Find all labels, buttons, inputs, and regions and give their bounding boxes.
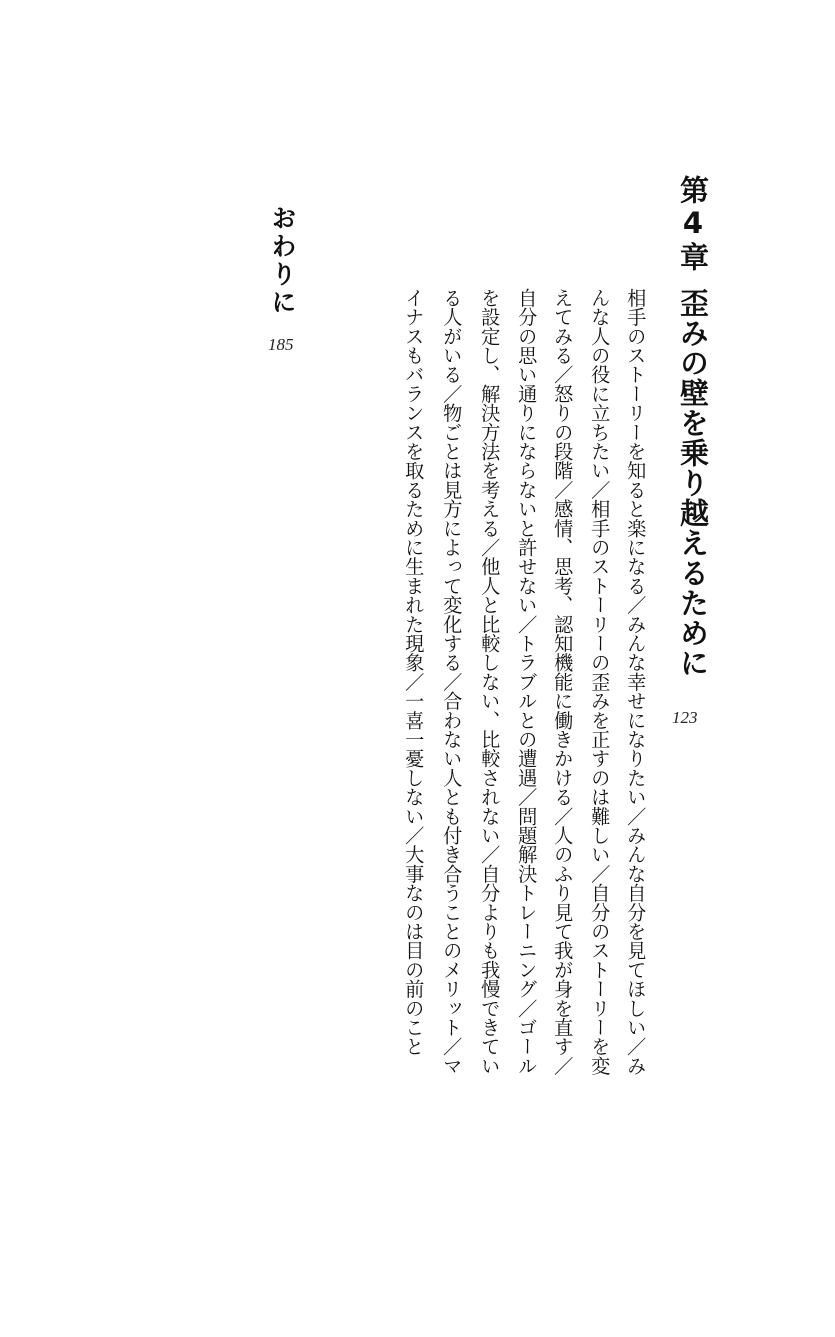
chapter-topic-line-3: えてみる／怒りの段階／感情、思考、認知機能に働きかける／人のふり見て我が身を直す／ xyxy=(551,288,575,1076)
chapter-topic-line-1: 相手のストーリーを知ると楽になる／みんな幸せになりたい／みんな自分を見てほしい／み xyxy=(624,288,648,1076)
chapter-topic-line-4: 自分の思い通りにならないと許せない／トラブルとの遭遇／問題解決トレーニング／ゴール xyxy=(515,288,539,1076)
closing-label: おわりに xyxy=(268,205,297,317)
chapter-title: 歪みの壁を乗り越えるために xyxy=(676,288,710,678)
closing-page-number: 185 xyxy=(268,335,294,354)
chapter-topic-line-6: る人がいる／物ごとは見方によって変化する／合わない人とも付き合うことのメリット／マ xyxy=(440,288,464,1076)
chapter-topic-line-5: を設定し、解決方法を考える／他人と比較しない、比較されない／自分よりも我慢できてい xyxy=(478,288,502,1076)
chapter-label: 第4章 xyxy=(676,175,710,273)
chapter-topic-line-7: イナスもバランスを取るために生まれた現象／一喜一憂しない／大事なのは目の前のこと xyxy=(402,288,426,1056)
chapter-topic-line-2: んな人の役に立ちたい／相手のストーリーの歪みを正すのは難しい／自分のストーリーを変 xyxy=(588,288,612,1076)
chapter-page-number: 123 xyxy=(672,708,698,727)
